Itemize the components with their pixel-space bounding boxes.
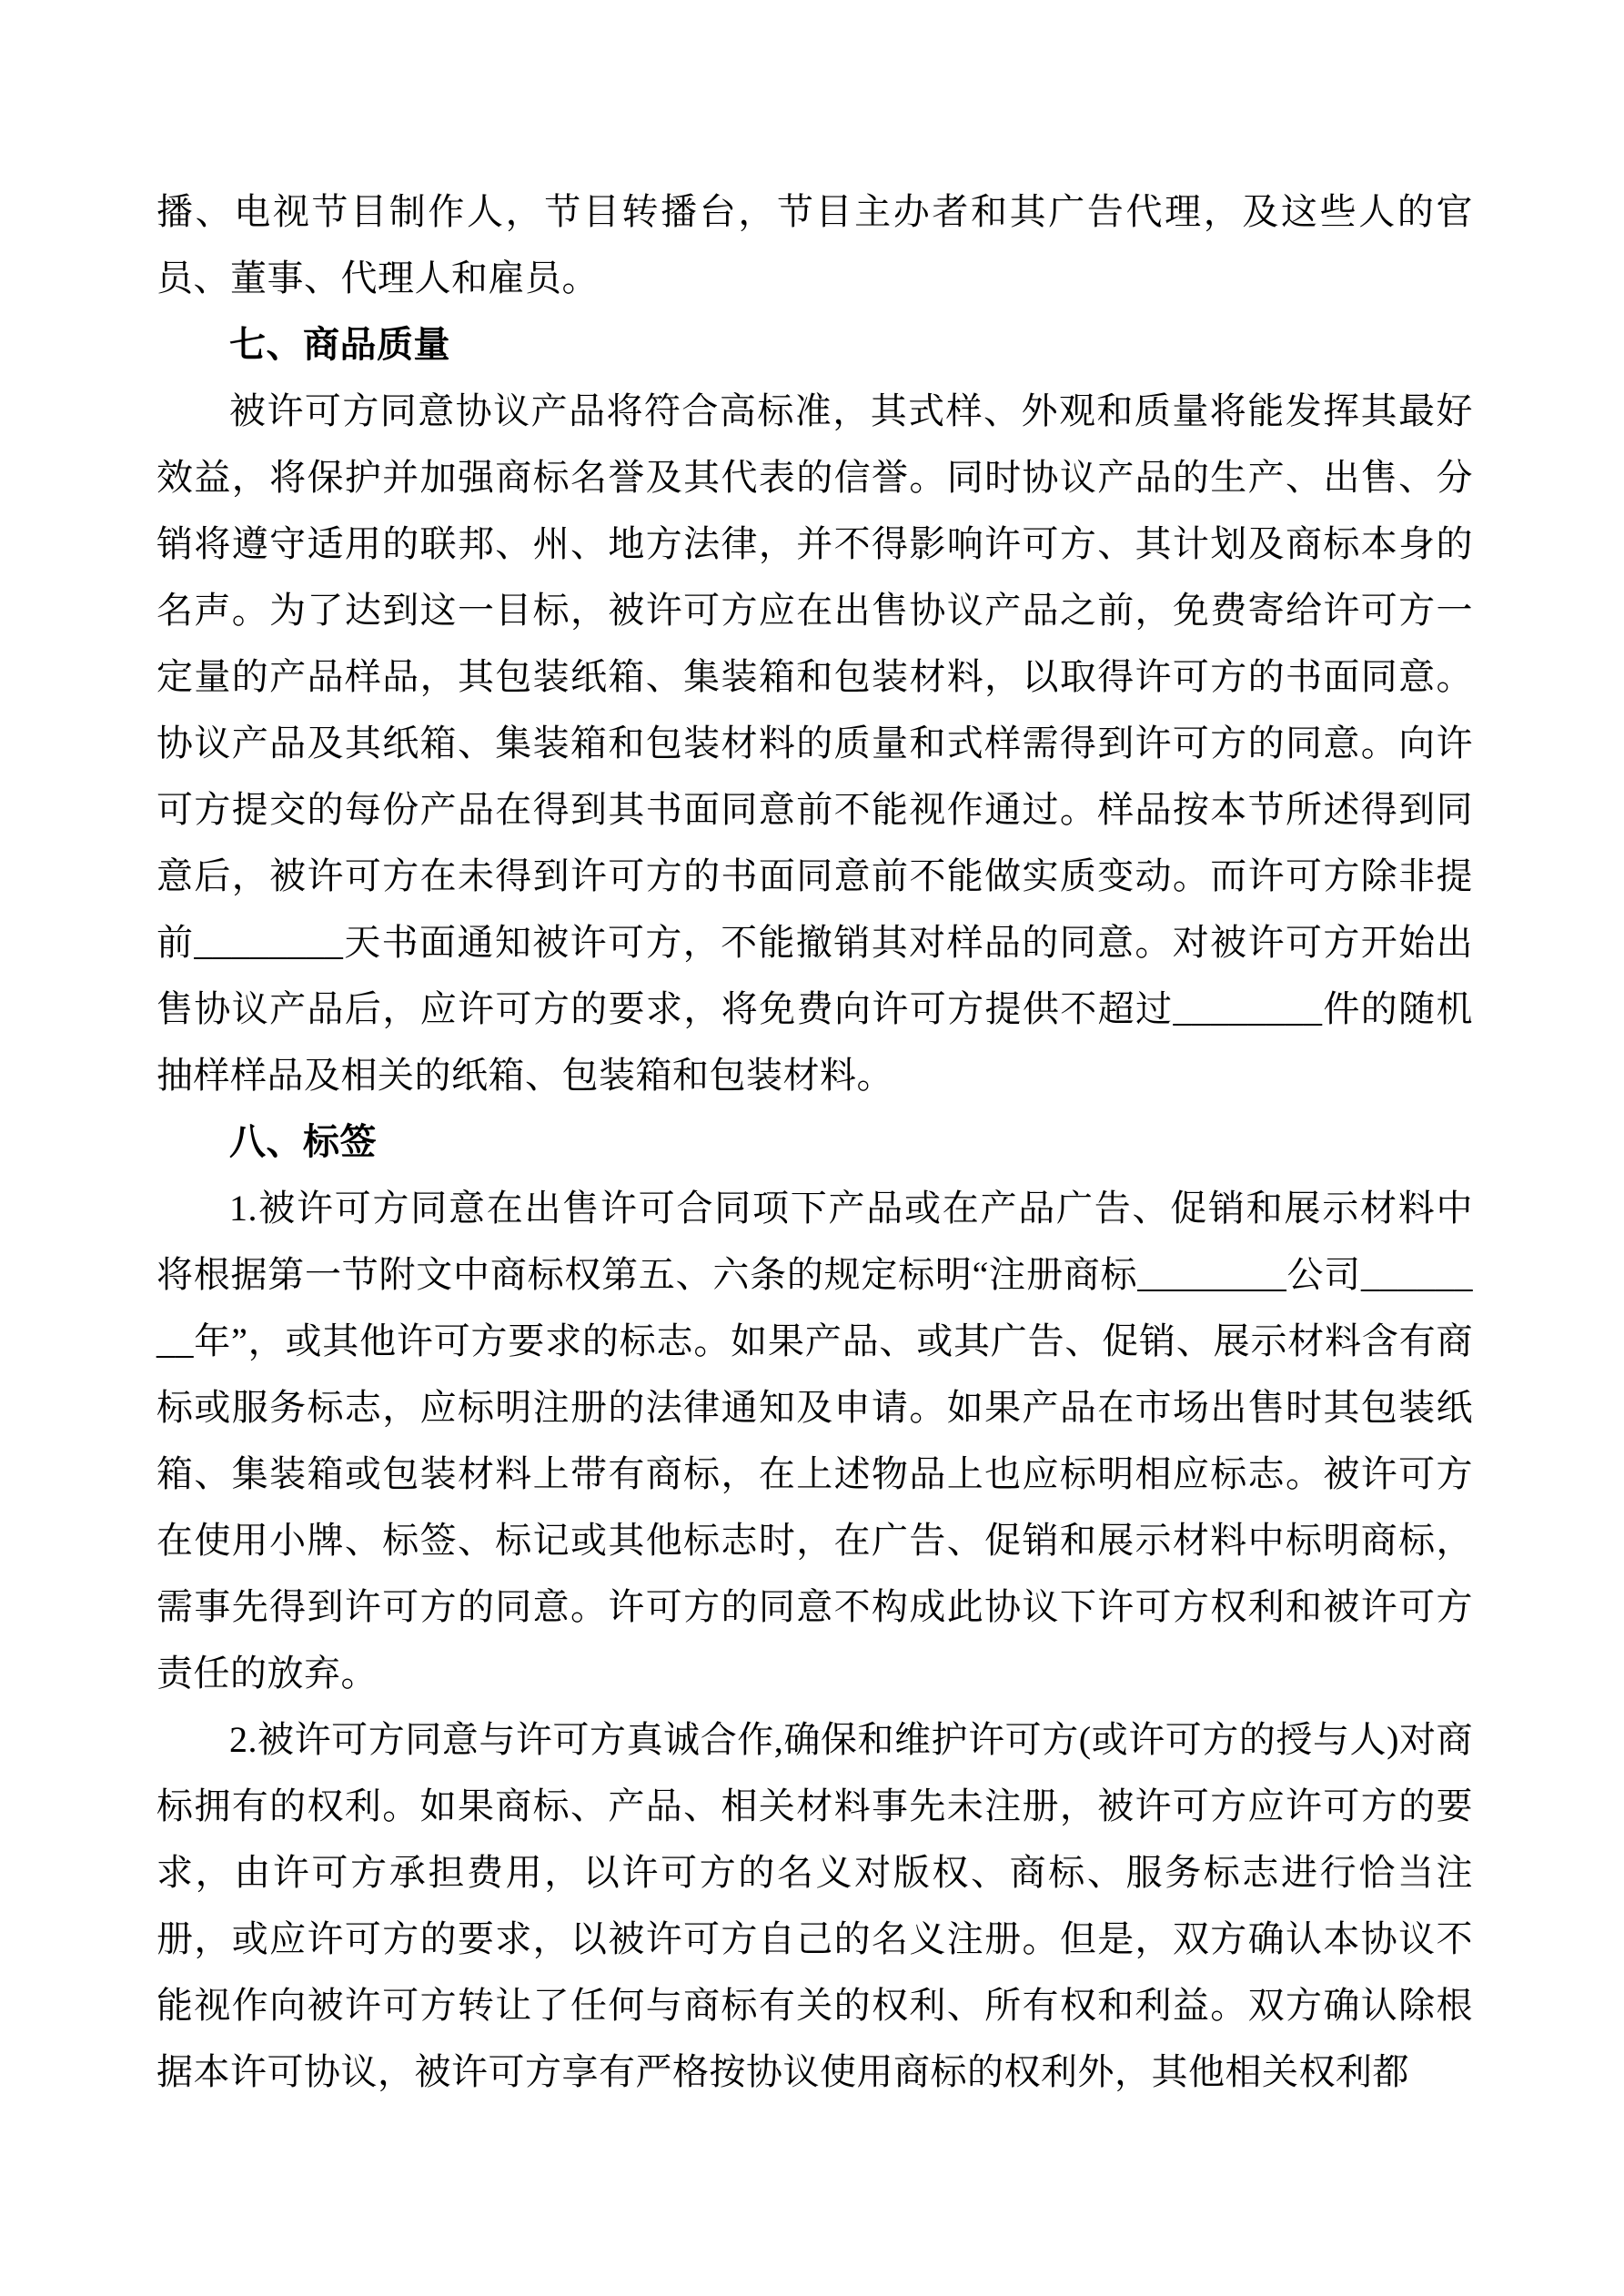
paragraph-labels-clause-1: 1.被许可方同意在出售许可合同项下产品或在产品广告、促销和展示材料中将根据第一节附文中商标权第五、六条的规定标明“注册商标________公司________年”，或其他许可方要求的标志。如果产品、或其广告、促销、展示材料含有商标或服务标志，应标明注册的法律通知及申请。如果产品在市场出售时其包装纸箱、集装箱或包装材料上带有商标，在上述物品上也应标明相应标志。被许可方在使用小牌、标签、标记或其他标志时，在广告、促销和展示材料中标明商标，需事先得到许可方的同意。许可方的同意不构成此协议下许可方权利和被许可方责任的放弃。 [156,1188,1473,1694]
paragraph-continuation-advertising-parties: 播、电视节目制作人，节目转播台，节目主办者和其广告代理，及这些人的官员、董事、代理人和雇员。 [156,191,1473,298]
paragraph-labels-clause-2: 2.被许可方同意与许可方真诚合作,确保和维护许可方(或许可方的授与人)对商标拥有的权利。如果商标、产品、相关材料事先未注册，被许可方应许可方的要求，由许可方承担费用，以许可方的名义对版权、商标、服务标志进行恰当注册，或应许可方的要求，以被许可方自己的名义注册。但是，双方确认本协议不能视作向被许可方转让了任何与商标有关的权利、所有权和利益。双方确认除根据本许可协议，被许可方享有严格按协议使用商标的权利外，其他相关权利都 [156,1719,1473,2092]
section-heading-8-labels: 八、标签 [229,1121,377,1162]
paragraph-product-quality: 被许可方同意协议产品将符合高标准，其式样、外观和质量将能发挥其最好效益，将保护并加强商标名誉及其代表的信誉。同时协议产品的生产、出售、分销将遵守适用的联邦、州、地方法律，并不得影响许可方、其计划及商标本身的名声。为了达到这一目标，被许可方应在出售协议产品之前，免费寄给许可方一定量的产品样品，其包装纸箱、集装箱和包装材料，以取得许可方的书面同意。协议产品及其纸箱、集装箱和包装材料的质量和式样需得到许可方的同意。向许可方提交的每份产品在得到其书面同意前不能视作通过。样品按本节所述得到同意后，被许可方在未得到许可方的书面同意前不能做实质变动。而许可方除非提前________天书面通知被许可方，不能撤销其对样品的同意。对被许可方开始出售协议产品后，应许可方的要求，将免费向许可方提供不超过________件的随机抽样样品及相关的纸箱、包装箱和包装材料。 [156,390,1473,1096]
section-heading-7-product-quality: 七、商品质量 [229,324,450,365]
